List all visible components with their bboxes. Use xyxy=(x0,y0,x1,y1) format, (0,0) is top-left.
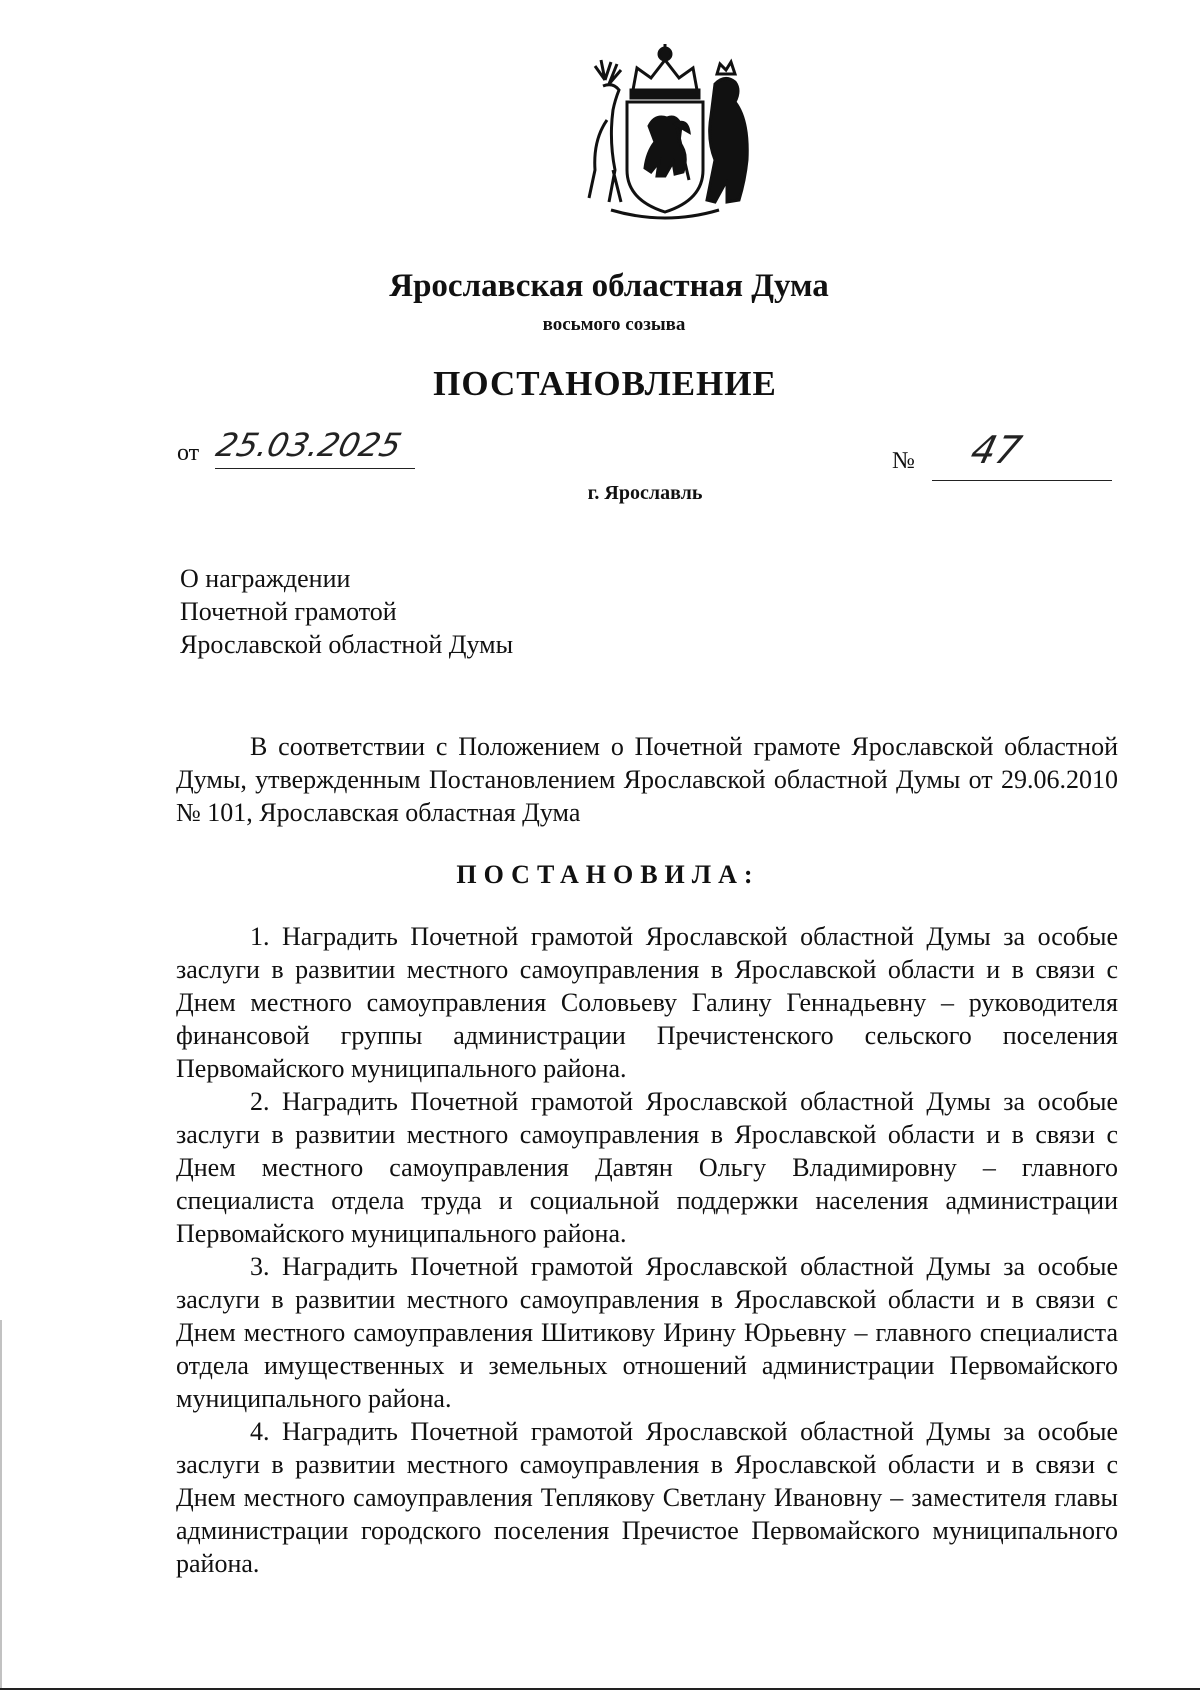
document-date xyxy=(177,426,406,467)
city-name: г. Ярославль xyxy=(587,482,703,504)
subject-line: Почетной грамотой xyxy=(180,597,397,626)
subject-line: О награждении xyxy=(180,564,351,593)
convocation: восьмого созыва xyxy=(542,314,686,335)
document-type-title: ПОСТАНОВЛЕНИЕ xyxy=(433,364,777,403)
handwritten-date: 25.03.2025 xyxy=(212,426,406,464)
resolution-item: 3. Наградить Почетной грамотой Ярославской областной Думы за особые заслуги в развитии местного самоуправления в Ярославской области и в связи с Днем местного самоуправления Шитикову Ирину Юрьевну – главного специалиста отдела имущественных и земельных отношений администрации Первомайского муниципального района. xyxy=(176,1252,1118,1413)
date-underline xyxy=(215,468,415,469)
scan-edge-bottom xyxy=(0,1688,1200,1690)
resolution-item: 2. Наградить Почетной грамотой Ярославской областной Думы за особые заслуги в развитии местного самоуправления в Ярославской области и в связи с Днем местного самоуправления Давтян Ольгу Владимировну – главного специалиста отдела труда и социальной поддержки населения администрации Первомайского муниципального района. xyxy=(176,1087,1118,1248)
subject-line: Ярославской областной Думы xyxy=(180,630,514,659)
resolved-heading: ПОСТАНОВИЛА: xyxy=(456,860,760,889)
organization-name: Ярославская областная Дума xyxy=(389,268,829,304)
date-prefix: от xyxy=(177,440,200,466)
handwritten-number: 47 xyxy=(966,428,1026,472)
resolution-items xyxy=(176,920,1118,1580)
subject-block xyxy=(180,562,513,661)
resolution-item: 4. Наградить Почетной грамотой Ярославской областной Думы за особые заслуги в развитии местного самоуправления в Ярославской области и в связи с Днем местного самоуправления Теплякову Светлану Ивановну – заместителя главы администрации городского поселения Пречистое Первомайского муниципального района. xyxy=(176,1417,1118,1578)
resolution-item: 1. Наградить Почетной грамотой Ярославской областной Думы за особые заслуги в развитии местного самоуправления в Ярославской области и в связи с Днем местного самоуправления Соловьеву Галину Геннадьевну – руководителя финансовой группы администрации Пречистенского сельского поселения Первомайского муниципального района. xyxy=(176,922,1118,1083)
number-sign: № xyxy=(892,448,915,474)
number-underline xyxy=(932,480,1112,481)
scan-edge-left xyxy=(0,1320,2,1690)
coat-of-arms-icon xyxy=(565,30,765,230)
preamble-paragraph: В соответствии с Положением о Почетной грамоте Ярославской областной Думы, утвержденным Постановлением Ярославской областной Думы от 29.06.2010 № 101, Ярославская областная Дума xyxy=(176,732,1118,827)
